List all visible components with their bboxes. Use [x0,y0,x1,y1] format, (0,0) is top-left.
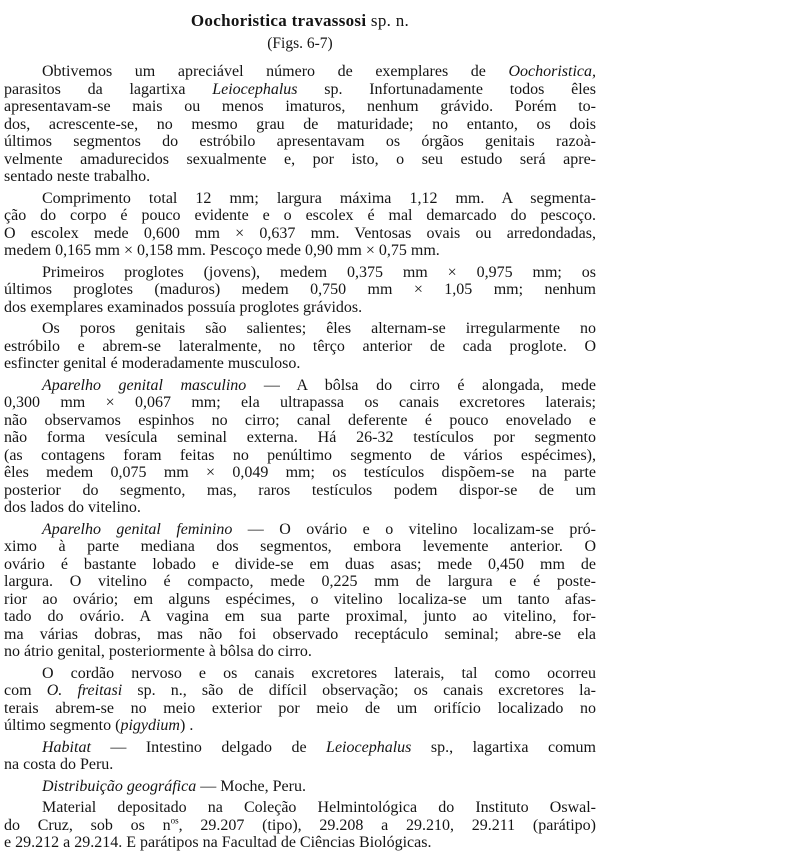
text-line [4,242,596,260]
text-line [4,538,596,556]
text-segment: velmente amadurecidos sexualmente e, por isto, o seu estudo será apre- [4,150,596,168]
article-body [4,63,596,852]
text-line [4,643,596,661]
article-title [4,10,596,32]
text-segment: último segmento ( [4,717,121,734]
text-line [4,817,596,835]
text-line [4,394,596,412]
text-segment: no átrio genital, posteriormente à bôlsa do cirro. [4,643,312,660]
text-line [4,799,596,817]
paragraph [4,778,596,796]
italic-text: Leiocephalus [326,738,412,756]
text-segment: sp. n., são de difícil observação; os canais excretores la- [122,682,596,699]
text-segment: apresentavam-se mais ou menos imaturos, nenhum grávido. Porém to- [4,98,596,115]
text-segment: Os poros genitais são salientes; êles alternam-se irregularmente no [42,320,596,337]
italic-text: Aparelho genital feminino [42,520,233,538]
text-segment: esfincter genital é moderadamente musculoso. [4,355,301,372]
text-line [4,98,596,116]
text-segment: sentado neste trabalho. [4,168,151,185]
text-line [4,81,596,99]
text-line [4,429,596,447]
text-line [4,499,596,517]
text-segment: últimos segmentos do estróbilo apresentavam os órgãos genitais razoà- [4,133,596,150]
text-segment: medem 0,165 mm × 0,158 mm. Pescoço mede 0,90 mm × 0,75 mm. [4,242,440,259]
text-line [4,756,596,774]
paragraph [4,63,596,186]
text-line [4,521,596,539]
text-line [4,63,596,81]
text-line [4,320,596,338]
text-line [4,151,596,169]
paragraph [4,739,596,774]
text-segment: Material depositado na Coleção Helmintológica do Instituto Oswal- [42,799,596,816]
text-segment: últimos proglotes (maduros) medem 0,750 mm × 1,05 mm; nenhum [4,281,596,298]
text-segment: rior ao ovário; em alguns espécimes, o vitelino localiza-se um tanto afas- [4,590,596,608]
text-line [4,168,596,186]
text-line [4,207,596,225]
text-segment: — O ovário e o vitelino localizam-se pró- [232,520,596,538]
text-segment: dos, acrescente-se, no mesmo grau de maturidade; no entanto, os dois [4,115,596,133]
text-line [4,556,596,574]
text-line [4,834,596,852]
text-line [4,573,596,591]
text-segment: ma várias dobras, mas não foi observado receptáculo seminal; abre-se ela [4,625,596,643]
text-segment: sp. Infortunadamente todos êles [297,80,596,98]
paragraph [4,665,596,735]
title-species-name: Oochoristica travassosi [190,11,367,30]
text-line [4,116,596,134]
text-segment: — Intestino delgado de [90,738,327,756]
text-segment: estróbilo e abrem-se lateralmente, no têrço anterior de cada proglote. O [4,337,596,355]
text-line [4,626,596,644]
paragraph [4,190,596,260]
italic-text: pigydium [120,717,180,734]
italic-text: O. freitasi [46,682,123,699]
text-segment: Comprimento total 12 mm; largura máxima 1,12 mm. A segmenta- [42,189,596,207]
italic-text: Oochoristica, [508,63,596,80]
text-segment: — Moche, Peru. [196,777,306,795]
figs-caption: (Figs. 6-7) [267,35,333,52]
text-segment: largura. O vitelino é compacto, mede 0,225 mm de largura e é poste- [4,573,596,590]
text-line [4,717,596,735]
text-line [4,778,596,796]
text-segment: sp., lagartixa comum [411,738,597,756]
italic-text: Distribuição geográfica [42,777,197,795]
text-line [4,464,596,482]
text-segment: não observamos espinhos no cirro; canal deferente é pouco enovelado e [4,411,596,429]
text-line [4,682,596,700]
text-column [4,10,596,852]
italic-text: Leiocephalus [212,80,298,98]
text-segment: e 29.212 a 29.214. E parátipos na Facultad de Ciências Biológicas. [4,834,432,851]
text-segment: (as contagens foram feitas no penúltimo segmento de vários espécimes), [4,446,596,464]
text-segment: dos exemplares examinados possuía proglotes grávidos. [4,298,363,316]
italic-text: Habitat [42,738,91,756]
text-segment: parasitos da lagartixa [4,80,213,98]
text-line [4,377,596,395]
text-line [4,133,596,151]
text-line [4,225,596,243]
italic-text: Aparelho genital masculino [42,376,247,394]
text-segment: com [4,682,47,699]
text-line [4,700,596,718]
text-line [4,665,596,683]
text-segment: ção do corpo é pouco evidente e o escolex é mal demarcado do pescoço. [4,207,596,224]
paragraph [4,320,596,373]
paragraph [4,521,596,661]
text-line [4,355,596,373]
text-line [4,591,596,609]
text-segment: dos lados do vitelino. [4,499,141,516]
text-segment: ) . [179,717,194,734]
text-segment: 0,300 mm × 0,067 mm; ela ultrapassa os canais excretores laterais; [4,394,596,411]
text-line [4,299,596,317]
text-line [4,608,596,626]
text-line [4,281,596,299]
text-segment: ximo à parte mediana dos segmentos, embora levemente anterior. O [4,538,596,555]
text-segment: ovário é bastante lobado e divide-se em duas asas; mede 0,450 mm de [4,555,596,573]
text-segment: na costa do Peru. [4,756,114,773]
text-segment: Primeiros proglotes (jovens), medem 0,375 mm × 0,975 mm; os [42,263,596,281]
text-segment: posterior do segmento, mas, raros testículos podem dispor-se de um [4,481,596,499]
paragraph [4,799,596,852]
text-line [4,447,596,465]
text-line [4,482,596,500]
text-segment: terais abrem-se no meio exterior por meio de um orifício localizado no [4,699,596,717]
title-suffix: sp. n. [366,11,410,30]
paragraph [4,264,596,317]
text-segment: êles medem 0,075 mm × 0,049 mm; os testículos dispõem-se na parte [4,464,596,481]
text-line [4,739,596,757]
text-line [4,264,596,282]
paragraph [4,377,596,517]
text-segment: O cordão nervoso e os canais excretores laterais, tal como ocorreu [42,664,596,682]
text-line [4,190,596,208]
text-segment: tado do ovário. A vagina em sua parte proximal, junto ao vitelino, for- [4,608,596,625]
text-line [4,338,596,356]
text-segment: Obtivemos um apreciável número de exemplares de [42,63,509,80]
text-line [4,412,596,430]
text-segment: , 29.207 (tipo), 29.208 a 29.210, 29.211 (parátipo) [178,816,596,834]
text-segment: O escolex mede 0,600 mm × 0,637 mm. Ventosas ovais ou arredondadas, [4,224,596,242]
text-segment: do Cruz, sob os n [4,816,171,834]
superscript-text: os [170,815,179,826]
text-segment: — A bôlsa do cirro é alongada, mede [246,376,596,394]
text-segment: não forma vesícula seminal externa. Há 26-32 testículos por segmento [4,429,596,446]
